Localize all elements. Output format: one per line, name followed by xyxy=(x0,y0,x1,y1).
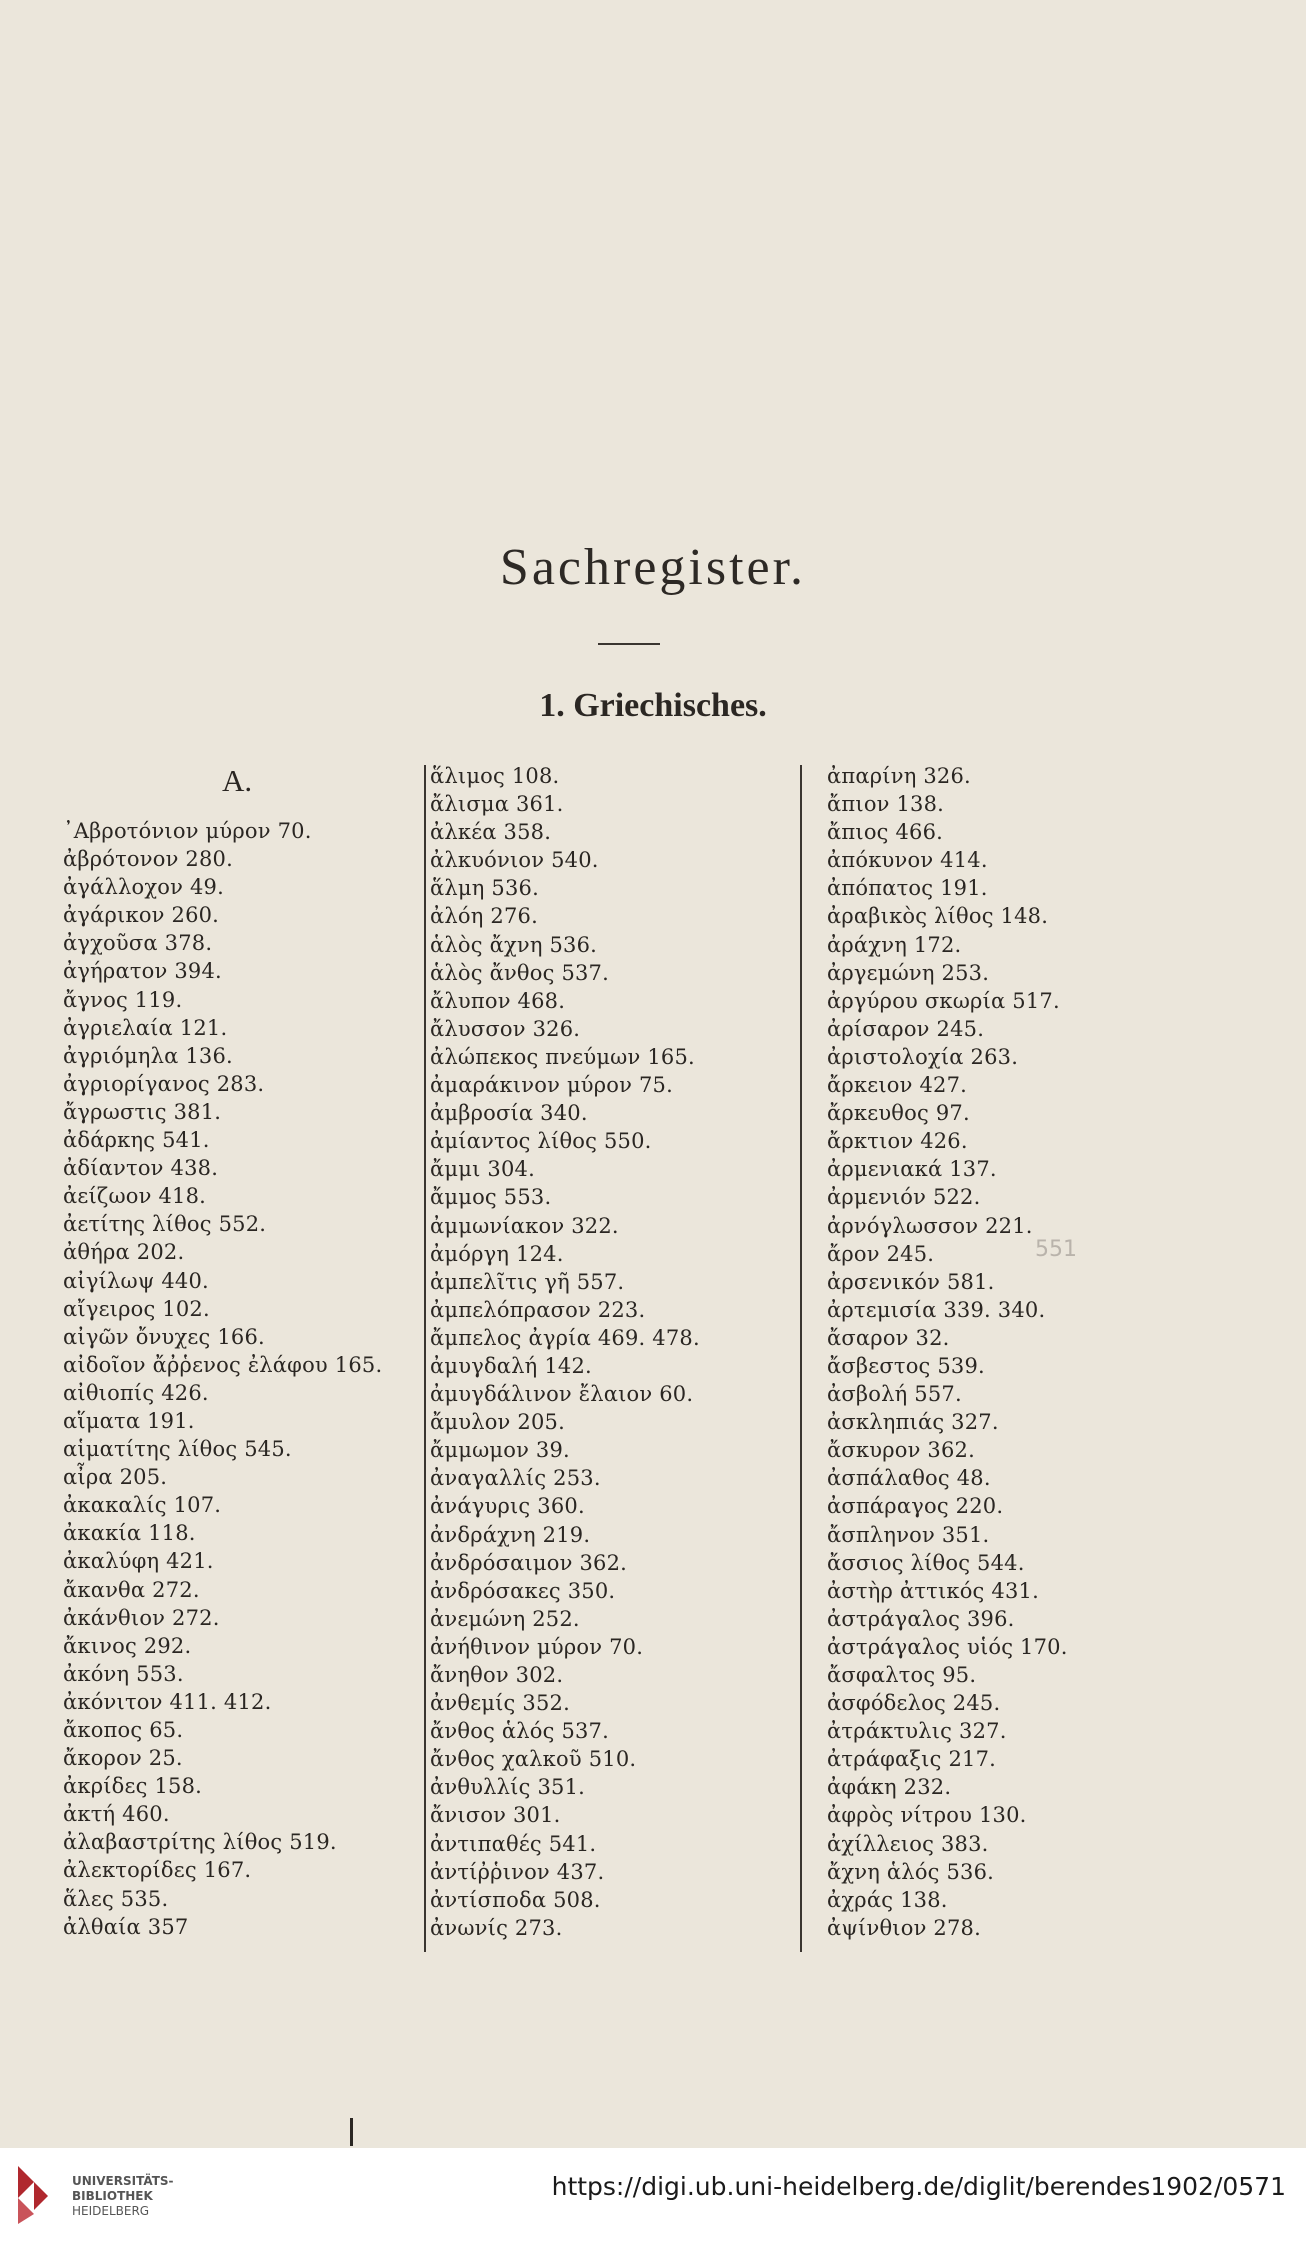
index-entry: ἀνδρόσακες 350. xyxy=(430,1578,616,1603)
library-logo-text xyxy=(72,2174,174,2219)
index-entry: ἀγριορίγανος 283. xyxy=(63,1071,265,1096)
index-entry: ἄνισον 301. xyxy=(430,1803,561,1828)
pencil-annotation: 551 xyxy=(1035,1237,1077,1262)
index-entry: ἀγχοῦσα 378. xyxy=(63,931,213,956)
index-entry: ἄνηθον 302. xyxy=(430,1663,564,1687)
index-entry: ἀβρότονον 280. xyxy=(63,847,233,872)
index-entry: ἀγριόμηλα 136. xyxy=(63,1043,233,1068)
index-entry: ἀκτή 460. xyxy=(63,1802,170,1827)
index-entry: ἀμβροσία 340. xyxy=(430,1101,588,1126)
index-entry: ἀκάνθιον 272. xyxy=(63,1605,220,1630)
index-entry: ἄνθος ἁλός 537. xyxy=(430,1719,609,1744)
index-entry: ἀλώπεκος πνεύμων 165. xyxy=(430,1044,695,1069)
index-entry: ἀράχνη 172. xyxy=(827,932,962,957)
index-entry: ἀσπάλαθος 48. xyxy=(827,1466,991,1491)
index-entry: ᾿Αβροτόνιον μύρον 70. xyxy=(63,819,312,843)
index-entry: ἀκόνιτον 411. 412. xyxy=(63,1689,272,1714)
index-entry: ἀντιπαθές 541. xyxy=(430,1831,597,1856)
index-entry: ἀρσενικόν 581. xyxy=(827,1269,995,1294)
index-entry: ἀμαράκινον μύρον 75. xyxy=(430,1073,673,1098)
index-entry: αἰθιοπίς 426. xyxy=(63,1380,209,1405)
index-entry: ἀνεμώνη 252. xyxy=(430,1606,580,1631)
index-entry: ἄσβεστος 539. xyxy=(827,1353,985,1378)
index-entry: ἀργύρου σκωρία 517. xyxy=(827,988,1060,1013)
index-column-3 xyxy=(827,762,1068,1942)
index-entry: ἀλόη 276. xyxy=(430,904,538,929)
index-entry: ἀχράς 138. xyxy=(827,1887,948,1912)
logo-line-1: UNIVERSITÄTS- xyxy=(72,2174,174,2188)
index-entry: ἅλες 535. xyxy=(63,1886,169,1911)
index-entry: ἀμίαντος λίθος 550. xyxy=(430,1129,652,1154)
index-entry: ἄμπελος ἀγρία 469. 478. xyxy=(430,1325,700,1350)
index-entry: ἀφάκη 232. xyxy=(827,1775,952,1800)
index-entry: ἀκακία 118. xyxy=(63,1521,196,1546)
index-entry: ἀνήθινον μύρον 70. xyxy=(430,1634,644,1659)
index-entry: ἄλυπον 468. xyxy=(430,988,566,1013)
index-entry: ἀπόκυνον 414. xyxy=(827,848,988,873)
index-entry: ἀμυγδαλή 142. xyxy=(430,1353,592,1378)
index-entry: ἀσφόδελος 245. xyxy=(827,1691,1001,1716)
index-entry: ἀντίσποδα 508. xyxy=(430,1887,601,1912)
index-entry: ἀλκέα 358. xyxy=(430,820,552,845)
index-entry: ἄμυλον 205. xyxy=(430,1410,565,1435)
index-entry: ἀραβικὸς λίθος 148. xyxy=(827,904,1049,929)
logo-line-2: BIBLIOTHEK xyxy=(72,2189,153,2203)
index-entry: ἀσκληπιάς 327. xyxy=(827,1410,999,1435)
index-entry: ἁλὸς ἄχνη 536. xyxy=(430,932,598,957)
index-entry: ἀλαβαστρίτης λίθος 519. xyxy=(63,1830,337,1855)
index-entry: ἀρμενιόν 522. xyxy=(827,1185,981,1210)
index-entry: ἄνθος χαλκοῦ 510. xyxy=(430,1747,637,1772)
index-entry: ἀψίνθιον 278. xyxy=(827,1915,981,1940)
index-entry: ἀνθεμίς 352. xyxy=(430,1691,570,1716)
column-divider-2 xyxy=(800,765,802,1952)
index-entry: ἅλμη 536. xyxy=(430,876,539,901)
index-entry: ἀρμενιακά 137. xyxy=(827,1157,997,1182)
index-entry: ἀρτεμισία 339. 340. xyxy=(827,1297,1046,1322)
index-entry: ἁλὸς ἄνθος 537. xyxy=(430,960,609,985)
index-entry: ἀλθαία 357 xyxy=(63,1914,189,1939)
index-entry: ἄσαρον 32. xyxy=(827,1325,950,1350)
index-entry: ἄμμωμον 39. xyxy=(430,1438,570,1463)
index-entry: ἀλκυόνιον 540. xyxy=(430,848,599,873)
index-entry: ἀετίτης λίθος 552. xyxy=(63,1212,267,1237)
index-entry: ἄρκτιον 426. xyxy=(827,1129,968,1154)
index-entry: αἶρα 205. xyxy=(63,1465,168,1490)
index-entry: ἄμμι 304. xyxy=(430,1157,535,1182)
scan-mark xyxy=(350,2118,353,2146)
index-entry: ἄκοπος 65. xyxy=(63,1718,184,1742)
index-column-1 xyxy=(63,817,382,1941)
index-entry: ἀνθυλλίς 351. xyxy=(430,1775,586,1800)
index-entry: ἄμμος 553. xyxy=(430,1185,552,1210)
index-entry: ἄλισμα 361. xyxy=(430,792,564,817)
index-entry: ἄλυσσον 326. xyxy=(430,1016,581,1041)
index-entry: ἄκινος 292. xyxy=(63,1633,192,1658)
index-entry: ἀδάρκης 541. xyxy=(63,1128,210,1153)
index-entry: αἰγῶν ὄνυχες 166. xyxy=(63,1324,265,1349)
index-entry: ἀνωνίς 273. xyxy=(430,1915,563,1940)
index-entry: ἅλιμος 108. xyxy=(430,764,560,788)
index-entry: ἀμπελῖτις γῆ 557. xyxy=(430,1269,625,1294)
index-entry: ἀνάγυρις 360. xyxy=(430,1494,585,1519)
index-entry: αἰδοῖον ἄῤῥενος ἐλάφου 165. xyxy=(63,1352,383,1377)
index-entry: ἀρνόγλωσσον 221. xyxy=(827,1213,1033,1238)
page-title: Sachregister. xyxy=(499,539,807,596)
index-entry: ἀπόπατος 191. xyxy=(827,876,988,901)
heidelberg-university-library-logo-icon xyxy=(14,2162,50,2226)
index-entry: ἀγάρικον 260. xyxy=(63,903,220,928)
column-divider-1 xyxy=(424,765,426,1952)
index-entry: ἀριστολοχία 263. xyxy=(827,1044,1019,1069)
index-entry: ἀστράγαλος υἱός 170. xyxy=(827,1634,1068,1659)
index-entry: ἀμμωνίακον 322. xyxy=(430,1213,619,1238)
index-entry: ἀγήρατον 394. xyxy=(63,959,222,984)
section-heading: 1. Griechisches. xyxy=(539,687,767,724)
index-entry: ἄκανθα 272. xyxy=(63,1577,200,1602)
index-entry: ἀνδρόσαιμον 362. xyxy=(430,1550,628,1575)
permalink-url[interactable]: https://digi.ub.uni-heidelberg.de/diglit/berendes1902/0571 xyxy=(551,2172,1286,2201)
index-entry: ἀτράκτυλις 327. xyxy=(827,1719,1007,1744)
index-entry: ἀπαρίνη 326. xyxy=(827,764,971,788)
index-entry: ἀκακαλίς 107. xyxy=(63,1493,222,1518)
index-entry: ἀργεμώνη 253. xyxy=(827,960,990,985)
index-entry: ἄρκευθος 97. xyxy=(827,1101,970,1126)
index-entry: ἀναγαλλίς 253. xyxy=(430,1466,601,1491)
index-entry: ἀείζωον 418. xyxy=(63,1184,207,1209)
index-entry: ἀσπάραγος 220. xyxy=(827,1494,1004,1519)
index-entry: ἀστὴρ ἀττικός 431. xyxy=(827,1578,1039,1603)
index-entry: ἄγρωστις 381. xyxy=(63,1099,222,1124)
logo-line-3: HEIDELBERG xyxy=(72,2204,150,2218)
index-entry: αἴγειρος 102. xyxy=(63,1296,210,1321)
index-column-2 xyxy=(430,762,700,1942)
index-entry: ἄσφαλτος 95. xyxy=(827,1663,977,1687)
index-entry: ἀμπελόπρασον 223. xyxy=(430,1297,646,1322)
index-entry: ἀντίῤῥινον 437. xyxy=(430,1859,605,1884)
index-entry: ἄσκυρον 362. xyxy=(827,1438,975,1463)
index-entry: ἀκαλύφη 421. xyxy=(63,1549,214,1574)
index-entry: ἄσπληνον 351. xyxy=(827,1522,990,1547)
viewer-footer xyxy=(0,2148,1306,2241)
index-entry: ἄπιος 466. xyxy=(827,820,944,845)
index-entry: ἀνδράχνη 219. xyxy=(430,1522,591,1547)
title-divider xyxy=(598,643,660,645)
index-entry: ἀκόνη 553. xyxy=(63,1661,184,1686)
index-entry: ἀγάλλοχον 49. xyxy=(63,875,224,900)
index-entry: ἀγριελαία 121. xyxy=(63,1015,228,1040)
index-entry: ἀσβολή 557. xyxy=(827,1382,962,1407)
index-entry: αἰγίλωψ 440. xyxy=(63,1268,209,1293)
index-entry: ἀστράγαλος 396. xyxy=(827,1606,1015,1631)
index-entry: ἄκορον 25. xyxy=(63,1746,183,1771)
index-entry: ἀμόργη 124. xyxy=(430,1241,564,1266)
index-entry: ἀθήρα 202. xyxy=(63,1240,185,1265)
index-entry: αἱματίτης λίθος 545. xyxy=(63,1437,292,1462)
section-letter: A. xyxy=(222,763,253,798)
index-entry: ἀδίαντον 438. xyxy=(63,1156,219,1181)
index-entry: αἵματα 191. xyxy=(63,1408,195,1433)
index-entry: ἄρκειον 427. xyxy=(827,1073,968,1098)
index-entry: ἀμυγδάλινον ἔλαιον 60. xyxy=(430,1382,694,1407)
index-entry: ἄρον 245. xyxy=(827,1241,935,1266)
index-entry: ἄσσιος λίθος 544. xyxy=(827,1550,1025,1575)
index-entry: ἀκρίδες 158. xyxy=(63,1774,203,1799)
index-entry: ἄγνος 119. xyxy=(63,987,183,1012)
index-entry: ἄπιον 138. xyxy=(827,792,945,817)
index-entry: ἀρίσαρον 245. xyxy=(827,1016,985,1041)
index-entry: ἀχίλλειος 383. xyxy=(827,1831,989,1856)
index-entry: ἀτράφαξις 217. xyxy=(827,1747,997,1772)
index-entry: ἀλεκτορίδες 167. xyxy=(63,1858,252,1883)
index-entry: ἄχνη ἁλός 536. xyxy=(827,1859,995,1884)
index-entry: ἀφρὸς νίτρου 130. xyxy=(827,1803,1027,1828)
